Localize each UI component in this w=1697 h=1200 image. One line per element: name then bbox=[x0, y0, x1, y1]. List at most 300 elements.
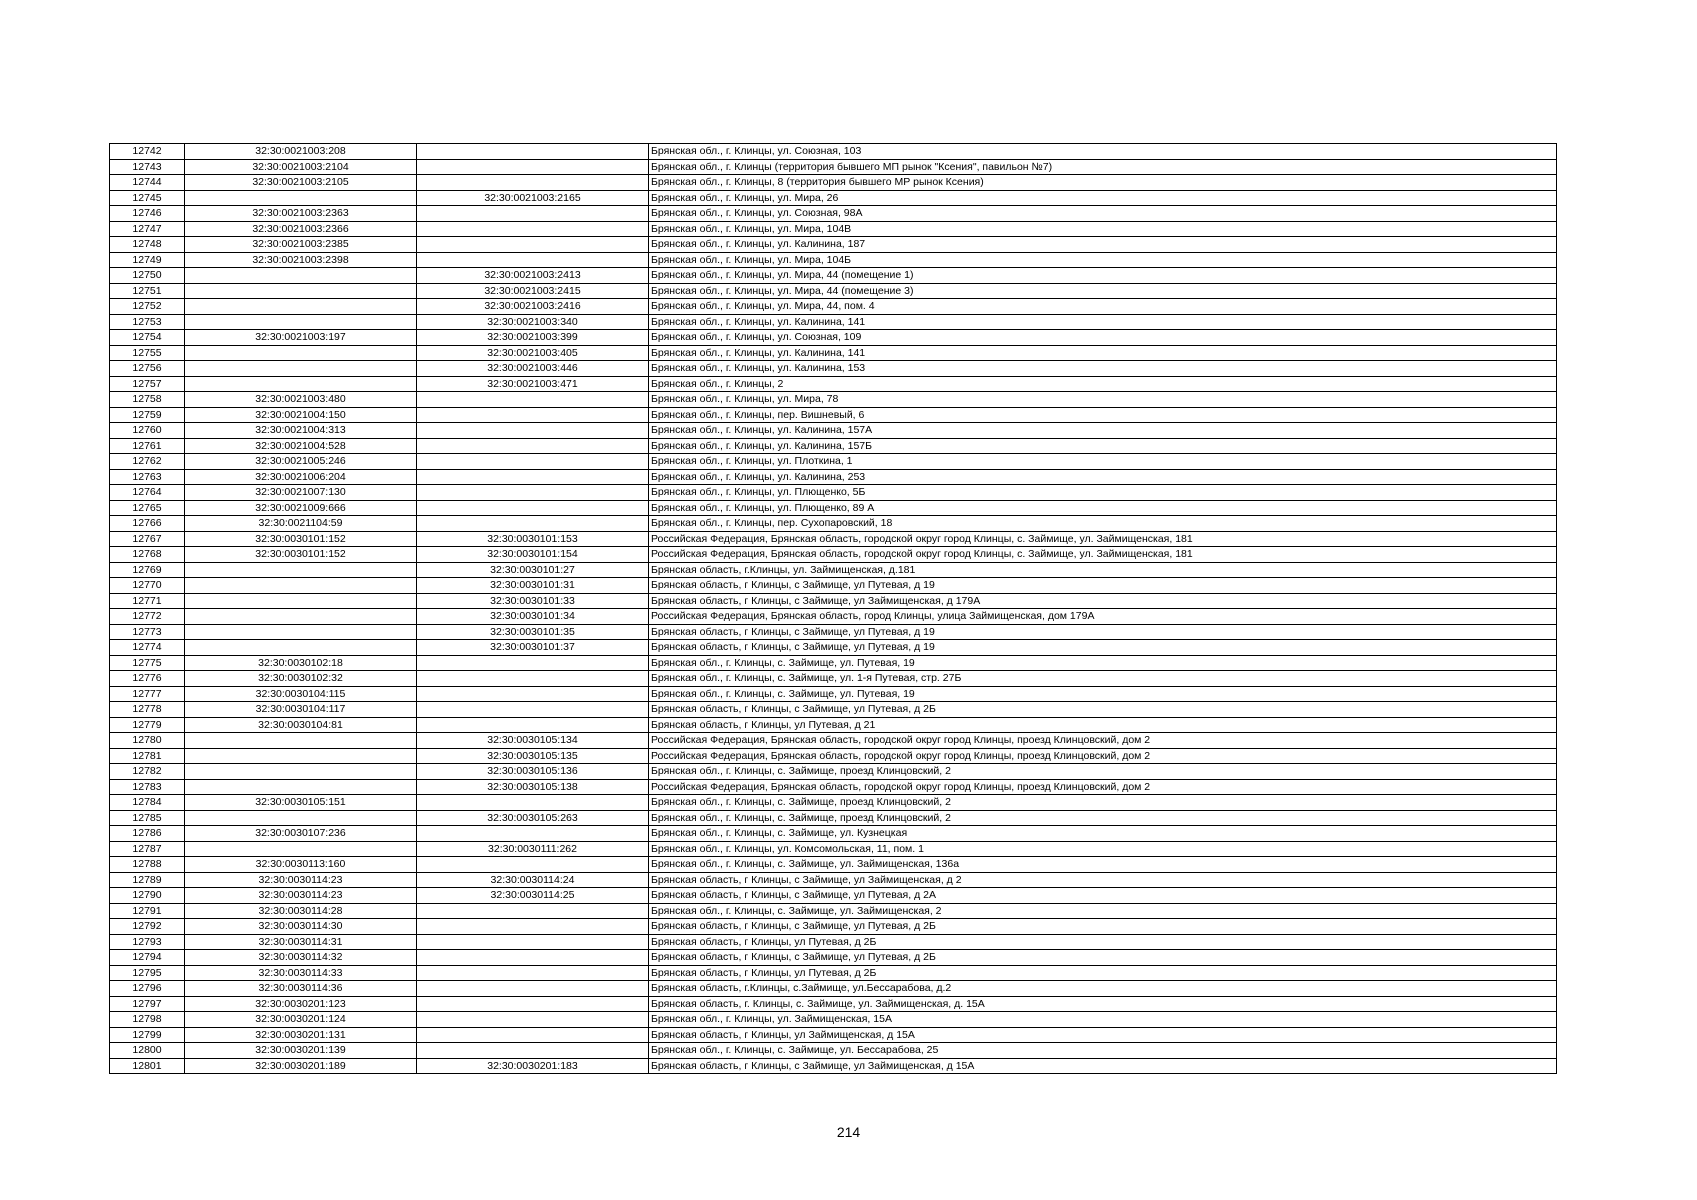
address-cell: Брянская область, г Клинцы, с Займище, ул Займищенская, д 15А bbox=[649, 1058, 1557, 1074]
table-row bbox=[110, 872, 1557, 888]
cadastral-number-cell bbox=[185, 748, 417, 764]
table-row bbox=[110, 469, 1557, 485]
cadastral-number-cell: 32:30:0021004:313 bbox=[185, 423, 417, 439]
table-row bbox=[110, 299, 1557, 315]
related-cadastral-number-cell bbox=[417, 686, 649, 702]
address-cell: Брянская обл., г. Клинцы, с. Займище, ул. Путевая, 19 bbox=[649, 655, 1557, 671]
table-row bbox=[110, 1027, 1557, 1043]
cadastral-number-cell: 32:30:0030114:32 bbox=[185, 950, 417, 966]
row-number-cell: 12776 bbox=[110, 671, 185, 687]
table-row bbox=[110, 810, 1557, 826]
cadastral-number-cell bbox=[185, 345, 417, 361]
address-cell: Брянская обл., г. Клинцы, ул. Калинина, 157А bbox=[649, 423, 1557, 439]
row-number-cell: 12757 bbox=[110, 376, 185, 392]
related-cadastral-number-cell bbox=[417, 252, 649, 268]
address-cell: Брянская обл., г. Клинцы, ул. Мира, 26 bbox=[649, 190, 1557, 206]
table-row bbox=[110, 423, 1557, 439]
address-cell: Брянская обл., г. Клинцы, ул. Мира, 78 bbox=[649, 392, 1557, 408]
table-row bbox=[110, 764, 1557, 780]
row-number-cell: 12785 bbox=[110, 810, 185, 826]
cadastral-number-cell: 32:30:0030104:81 bbox=[185, 717, 417, 733]
related-cadastral-number-cell: 32:30:0030101:37 bbox=[417, 640, 649, 656]
table-row bbox=[110, 624, 1557, 640]
row-number-cell: 12761 bbox=[110, 438, 185, 454]
table-row bbox=[110, 268, 1557, 284]
address-cell: Брянская обл., г. Клинцы (территория бывшего МП рынок "Ксения", павильон №7) bbox=[649, 159, 1557, 175]
address-cell: Брянская обл., г. Клинцы, ул. Союзная, 98А bbox=[649, 206, 1557, 222]
address-cell: Брянская область, г Клинцы, с Займище, ул Путевая, д 19 bbox=[649, 640, 1557, 656]
cadastral-number-cell bbox=[185, 640, 417, 656]
row-number-cell: 12760 bbox=[110, 423, 185, 439]
cadastral-number-cell: 32:30:0030105:151 bbox=[185, 795, 417, 811]
row-number-cell: 12793 bbox=[110, 934, 185, 950]
related-cadastral-number-cell bbox=[417, 655, 649, 671]
related-cadastral-number-cell: 32:30:0030114:24 bbox=[417, 872, 649, 888]
table-row bbox=[110, 159, 1557, 175]
related-cadastral-number-cell bbox=[417, 144, 649, 160]
table-row bbox=[110, 485, 1557, 501]
address-cell: Брянская область, г.Клинцы, с.Займище, ул.Бессарабова, д.2 bbox=[649, 981, 1557, 997]
row-number-cell: 12800 bbox=[110, 1043, 185, 1059]
related-cadastral-number-cell bbox=[417, 919, 649, 935]
cadastral-number-cell: 32:30:0030201:139 bbox=[185, 1043, 417, 1059]
cadastral-number-cell bbox=[185, 764, 417, 780]
row-number-cell: 12747 bbox=[110, 221, 185, 237]
table-row bbox=[110, 888, 1557, 904]
related-cadastral-number-cell bbox=[417, 671, 649, 687]
cadastral-number-cell: 32:30:0021004:528 bbox=[185, 438, 417, 454]
table-row bbox=[110, 578, 1557, 594]
row-number-cell: 12789 bbox=[110, 872, 185, 888]
cadastral-number-cell bbox=[185, 299, 417, 315]
row-number-cell: 12782 bbox=[110, 764, 185, 780]
address-cell: Брянская обл., г. Клинцы, ул. Мира, 104Б bbox=[649, 252, 1557, 268]
row-number-cell: 12756 bbox=[110, 361, 185, 377]
address-cell: Брянская обл., г. Клинцы, ул. Калинина, 157Б bbox=[649, 438, 1557, 454]
row-number-cell: 12745 bbox=[110, 190, 185, 206]
cadastral-number-cell bbox=[185, 779, 417, 795]
table-row bbox=[110, 531, 1557, 547]
row-number-cell: 12743 bbox=[110, 159, 185, 175]
related-cadastral-number-cell bbox=[417, 950, 649, 966]
related-cadastral-number-cell: 32:30:0030105:263 bbox=[417, 810, 649, 826]
row-number-cell: 12798 bbox=[110, 1012, 185, 1028]
row-number-cell: 12762 bbox=[110, 454, 185, 470]
table-row bbox=[110, 919, 1557, 935]
address-cell: Брянская область, г Клинцы, ул Займищенская, д 15А bbox=[649, 1027, 1557, 1043]
address-cell: Брянская обл., г. Клинцы, с. Займище, ул. 1-я Путевая, стр. 27Б bbox=[649, 671, 1557, 687]
cadastral-number-cell: 32:30:0021003:480 bbox=[185, 392, 417, 408]
table-row bbox=[110, 562, 1557, 578]
related-cadastral-number-cell bbox=[417, 159, 649, 175]
cadastral-number-cell: 32:30:0030201:124 bbox=[185, 1012, 417, 1028]
address-cell: Брянская область, г Клинцы, с Займище, ул Путевая, д 2А bbox=[649, 888, 1557, 904]
row-number-cell: 12787 bbox=[110, 841, 185, 857]
cadastral-number-cell: 32:30:0021007:130 bbox=[185, 485, 417, 501]
cadastral-number-cell: 32:30:0030114:28 bbox=[185, 903, 417, 919]
row-number-cell: 12759 bbox=[110, 407, 185, 423]
row-number-cell: 12746 bbox=[110, 206, 185, 222]
row-number-cell: 12795 bbox=[110, 965, 185, 981]
related-cadastral-number-cell bbox=[417, 795, 649, 811]
row-number-cell: 12769 bbox=[110, 562, 185, 578]
cadastral-number-cell bbox=[185, 268, 417, 284]
row-number-cell: 12764 bbox=[110, 485, 185, 501]
related-cadastral-number-cell bbox=[417, 438, 649, 454]
row-number-cell: 12799 bbox=[110, 1027, 185, 1043]
table-row bbox=[110, 779, 1557, 795]
related-cadastral-number-cell bbox=[417, 857, 649, 873]
related-cadastral-number-cell: 32:30:0030101:35 bbox=[417, 624, 649, 640]
table-row bbox=[110, 981, 1557, 997]
address-cell: Брянская обл., г. Клинцы, с. Займище, ул. Путевая, 19 bbox=[649, 686, 1557, 702]
table-row bbox=[110, 1058, 1557, 1074]
table-row bbox=[110, 206, 1557, 222]
address-cell: Брянская область, г Клинцы, с Займище, ул Путевая, д 2Б bbox=[649, 919, 1557, 935]
related-cadastral-number-cell: 32:30:0030101:27 bbox=[417, 562, 649, 578]
related-cadastral-number-cell: 32:30:0021003:2415 bbox=[417, 283, 649, 299]
address-cell: Брянская обл., г. Клинцы, с. Займище, ул. Займищенская, 136а bbox=[649, 857, 1557, 873]
address-cell: Брянская обл., г. Клинцы, ул. Калинина, 187 bbox=[649, 237, 1557, 253]
cadastral-number-cell: 32:30:0021006:204 bbox=[185, 469, 417, 485]
table-row bbox=[110, 826, 1557, 842]
cadastral-number-cell bbox=[185, 841, 417, 857]
row-number-cell: 12777 bbox=[110, 686, 185, 702]
table-row bbox=[110, 1012, 1557, 1028]
cadastral-number-cell: 32:30:0030114:23 bbox=[185, 888, 417, 904]
related-cadastral-number-cell: 32:30:0021003:405 bbox=[417, 345, 649, 361]
cadastral-number-cell: 32:30:0030104:117 bbox=[185, 702, 417, 718]
row-number-cell: 12750 bbox=[110, 268, 185, 284]
row-number-cell: 12780 bbox=[110, 733, 185, 749]
table-row bbox=[110, 671, 1557, 687]
related-cadastral-number-cell bbox=[417, 981, 649, 997]
cadastral-number-cell: 32:30:0021009:666 bbox=[185, 500, 417, 516]
table-row bbox=[110, 283, 1557, 299]
related-cadastral-number-cell: 32:30:0030114:25 bbox=[417, 888, 649, 904]
related-cadastral-number-cell: 32:30:0021003:2413 bbox=[417, 268, 649, 284]
table-row bbox=[110, 392, 1557, 408]
cadastral-number-cell: 32:30:0021104:59 bbox=[185, 516, 417, 532]
cadastral-number-cell: 32:30:0030101:152 bbox=[185, 547, 417, 563]
related-cadastral-number-cell bbox=[417, 221, 649, 237]
address-cell: Брянская область, г Клинцы, с Займище, ул Путевая, д 2Б bbox=[649, 702, 1557, 718]
address-cell: Брянская обл., г. Клинцы, ул. Плющенко, 89 А bbox=[649, 500, 1557, 516]
address-cell: Брянская область, г Клинцы, с Займище, ул Путевая, д 19 bbox=[649, 578, 1557, 594]
address-cell: Брянская область, г Клинцы, ул Путевая, д 21 bbox=[649, 717, 1557, 733]
row-number-cell: 12797 bbox=[110, 996, 185, 1012]
table-row bbox=[110, 640, 1557, 656]
address-cell: Брянская обл., г. Клинцы, ул. Плющенко, 5Б bbox=[649, 485, 1557, 501]
cadastral-number-cell: 32:30:0021005:246 bbox=[185, 454, 417, 470]
table-row bbox=[110, 175, 1557, 191]
related-cadastral-number-cell: 32:30:0021003:399 bbox=[417, 330, 649, 346]
address-cell: Брянская обл., г. Клинцы, ул. Плоткина, 1 bbox=[649, 454, 1557, 470]
cadastral-number-cell bbox=[185, 810, 417, 826]
cadastral-number-cell: 32:30:0021003:208 bbox=[185, 144, 417, 160]
row-number-cell: 12772 bbox=[110, 609, 185, 625]
table-row bbox=[110, 144, 1557, 160]
row-number-cell: 12771 bbox=[110, 593, 185, 609]
address-cell: Брянская область, г.Клинцы, ул. Займищенская, д.181 bbox=[649, 562, 1557, 578]
cadastral-number-cell: 32:30:0021004:150 bbox=[185, 407, 417, 423]
address-cell: Российская Федерация, Брянская область, городской округ город Клинцы, проезд Клинцовский, дом 2 bbox=[649, 779, 1557, 795]
table-row bbox=[110, 407, 1557, 423]
row-number-cell: 12751 bbox=[110, 283, 185, 299]
address-cell: Брянская область, г Клинцы, ул Путевая, д 2Б bbox=[649, 934, 1557, 950]
cadastral-number-cell: 32:30:0030201:123 bbox=[185, 996, 417, 1012]
address-cell: Брянская обл., г. Клинцы, ул. Комсомольская, 11, пом. 1 bbox=[649, 841, 1557, 857]
cadastral-number-cell bbox=[185, 609, 417, 625]
address-cell: Брянская обл., г. Клинцы, с. Займище, ул. Займищенская, 2 bbox=[649, 903, 1557, 919]
cadastral-number-cell: 32:30:0021003:2398 bbox=[185, 252, 417, 268]
related-cadastral-number-cell bbox=[417, 826, 649, 842]
row-number-cell: 12792 bbox=[110, 919, 185, 935]
table-row bbox=[110, 252, 1557, 268]
related-cadastral-number-cell bbox=[417, 407, 649, 423]
row-number-cell: 12770 bbox=[110, 578, 185, 594]
address-cell: Российская Федерация, Брянская область, городской округ город Клинцы, с. Займище, ул. Займищенская, 181 bbox=[649, 531, 1557, 547]
related-cadastral-number-cell bbox=[417, 237, 649, 253]
page-number: 214 bbox=[836, 1124, 861, 1140]
address-cell: Брянская область, г. Клинцы, с. Займище, ул. Займищенская, д. 15А bbox=[649, 996, 1557, 1012]
cadastral-number-cell: 32:30:0030114:36 bbox=[185, 981, 417, 997]
address-cell: Российская Федерация, Брянская область, город Клинцы, улица Займищенская, дом 179А bbox=[649, 609, 1557, 625]
related-cadastral-number-cell bbox=[417, 469, 649, 485]
table-row bbox=[110, 516, 1557, 532]
table-row bbox=[110, 934, 1557, 950]
table-row bbox=[110, 702, 1557, 718]
row-number-cell: 12766 bbox=[110, 516, 185, 532]
cadastral-number-cell: 32:30:0030114:31 bbox=[185, 934, 417, 950]
row-number-cell: 12765 bbox=[110, 500, 185, 516]
row-number-cell: 12768 bbox=[110, 547, 185, 563]
related-cadastral-number-cell bbox=[417, 516, 649, 532]
table-row bbox=[110, 1043, 1557, 1059]
cadastral-number-cell: 32:30:0021003:2104 bbox=[185, 159, 417, 175]
cadastral-number-cell: 32:30:0021003:197 bbox=[185, 330, 417, 346]
row-number-cell: 12763 bbox=[110, 469, 185, 485]
row-number-cell: 12744 bbox=[110, 175, 185, 191]
related-cadastral-number-cell: 32:30:0030201:183 bbox=[417, 1058, 649, 1074]
related-cadastral-number-cell: 32:30:0030101:31 bbox=[417, 578, 649, 594]
address-cell: Брянская обл., г. Клинцы, ул. Мира, 44 (помещение 3) bbox=[649, 283, 1557, 299]
address-cell: Брянская обл., г. Клинцы, с. Займище, проезд Клинцовский, 2 bbox=[649, 795, 1557, 811]
related-cadastral-number-cell: 32:30:0030101:34 bbox=[417, 609, 649, 625]
address-cell: Брянская обл., г. Клинцы, пер. Вишневый, 6 bbox=[649, 407, 1557, 423]
cadastral-number-cell bbox=[185, 624, 417, 640]
related-cadastral-number-cell: 32:30:0021003:471 bbox=[417, 376, 649, 392]
related-cadastral-number-cell bbox=[417, 965, 649, 981]
address-cell: Брянская область, г Клинцы, с Займище, ул Займищенская, д 2 bbox=[649, 872, 1557, 888]
address-cell: Российская Федерация, Брянская область, городской округ город Клинцы, проезд Клинцовский, дом 2 bbox=[649, 733, 1557, 749]
cadastral-number-cell: 32:30:0030114:33 bbox=[185, 965, 417, 981]
address-cell: Брянская обл., г. Клинцы, ул. Мира, 104В bbox=[649, 221, 1557, 237]
related-cadastral-number-cell bbox=[417, 454, 649, 470]
row-number-cell: 12801 bbox=[110, 1058, 185, 1074]
address-cell: Брянская обл., г. Клинцы, ул. Мира, 44 (помещение 1) bbox=[649, 268, 1557, 284]
row-number-cell: 12753 bbox=[110, 314, 185, 330]
table-row bbox=[110, 717, 1557, 733]
row-number-cell: 12796 bbox=[110, 981, 185, 997]
related-cadastral-number-cell bbox=[417, 1012, 649, 1028]
related-cadastral-number-cell: 32:30:0021003:2165 bbox=[417, 190, 649, 206]
table-row bbox=[110, 733, 1557, 749]
related-cadastral-number-cell: 32:30:0021003:446 bbox=[417, 361, 649, 377]
address-cell: Брянская обл., г. Клинцы, ул. Союзная, 103 bbox=[649, 144, 1557, 160]
address-cell: Брянская обл., г. Клинцы, ул. Калинина, 141 bbox=[649, 314, 1557, 330]
address-cell: Брянская область, г Клинцы, с Займище, ул Путевая, д 19 bbox=[649, 624, 1557, 640]
address-cell: Брянская обл., г. Клинцы, ул. Мира, 44, пом. 4 bbox=[649, 299, 1557, 315]
row-number-cell: 12754 bbox=[110, 330, 185, 346]
row-number-cell: 12794 bbox=[110, 950, 185, 966]
row-number-cell: 12781 bbox=[110, 748, 185, 764]
row-number-cell: 12786 bbox=[110, 826, 185, 842]
cadastral-number-cell: 32:30:0030201:189 bbox=[185, 1058, 417, 1074]
address-cell: Брянская обл., г. Клинцы, с. Займище, проезд Клинцовский, 2 bbox=[649, 810, 1557, 826]
related-cadastral-number-cell bbox=[417, 175, 649, 191]
related-cadastral-number-cell: 32:30:0030105:138 bbox=[417, 779, 649, 795]
table-row bbox=[110, 454, 1557, 470]
related-cadastral-number-cell bbox=[417, 996, 649, 1012]
address-cell: Брянская обл., г. Клинцы, ул. Калинина, 253 bbox=[649, 469, 1557, 485]
row-number-cell: 12775 bbox=[110, 655, 185, 671]
row-number-cell: 12783 bbox=[110, 779, 185, 795]
cadastral-number-cell: 32:30:0030114:30 bbox=[185, 919, 417, 935]
related-cadastral-number-cell bbox=[417, 206, 649, 222]
cadastral-number-cell: 32:30:0030104:115 bbox=[185, 686, 417, 702]
address-cell: Брянская область, г Клинцы, с Займище, ул Займищенская, д 179А bbox=[649, 593, 1557, 609]
related-cadastral-number-cell bbox=[417, 934, 649, 950]
table-row bbox=[110, 841, 1557, 857]
address-cell: Брянская обл., г. Клинцы, с. Займище, проезд Клинцовский, 2 bbox=[649, 764, 1557, 780]
table-row bbox=[110, 314, 1557, 330]
row-number-cell: 12788 bbox=[110, 857, 185, 873]
address-cell: Брянская обл., г. Клинцы, ул. Калинина, 153 bbox=[649, 361, 1557, 377]
table-row bbox=[110, 686, 1557, 702]
row-number-cell: 12767 bbox=[110, 531, 185, 547]
cadastral-number-cell bbox=[185, 562, 417, 578]
cadastral-number-cell bbox=[185, 593, 417, 609]
address-cell: Брянская обл., г. Клинцы, ул. Калинина, 141 bbox=[649, 345, 1557, 361]
cadastral-number-cell: 32:30:0030101:152 bbox=[185, 531, 417, 547]
address-cell: Брянская обл., г. Клинцы, ул. Союзная, 109 bbox=[649, 330, 1557, 346]
related-cadastral-number-cell: 32:30:0030101:153 bbox=[417, 531, 649, 547]
row-number-cell: 12784 bbox=[110, 795, 185, 811]
related-cadastral-number-cell bbox=[417, 1027, 649, 1043]
cadastral-number-cell bbox=[185, 283, 417, 299]
table-row bbox=[110, 965, 1557, 981]
table-row bbox=[110, 190, 1557, 206]
cadastral-number-cell bbox=[185, 361, 417, 377]
table-row bbox=[110, 237, 1557, 253]
table-row bbox=[110, 857, 1557, 873]
address-cell: Брянская обл., г. Клинцы, 8 (территория бывшего МР рынок Ксения) bbox=[649, 175, 1557, 191]
address-cell: Брянская область, г Клинцы, с Займище, ул Путевая, д 2Б bbox=[649, 950, 1557, 966]
cadastral-number-cell: 32:30:0030107:236 bbox=[185, 826, 417, 842]
cadastral-number-cell: 32:30:0021003:2385 bbox=[185, 237, 417, 253]
row-number-cell: 12773 bbox=[110, 624, 185, 640]
cadastral-number-cell bbox=[185, 578, 417, 594]
table-row bbox=[110, 593, 1557, 609]
address-cell: Российская Федерация, Брянская область, городской округ город Клинцы, с. Займище, ул. Займищенская, 181 bbox=[649, 547, 1557, 563]
cadastral-number-cell bbox=[185, 733, 417, 749]
related-cadastral-number-cell bbox=[417, 485, 649, 501]
related-cadastral-number-cell bbox=[417, 423, 649, 439]
registry-table-container bbox=[109, 143, 1556, 1074]
registry-table bbox=[109, 143, 1557, 1074]
table-row bbox=[110, 500, 1557, 516]
table-row bbox=[110, 903, 1557, 919]
cadastral-number-cell: 32:30:0030114:23 bbox=[185, 872, 417, 888]
related-cadastral-number-cell bbox=[417, 717, 649, 733]
table-row bbox=[110, 748, 1557, 764]
row-number-cell: 12758 bbox=[110, 392, 185, 408]
row-number-cell: 12742 bbox=[110, 144, 185, 160]
row-number-cell: 12755 bbox=[110, 345, 185, 361]
cadastral-number-cell: 32:30:0030102:32 bbox=[185, 671, 417, 687]
table-row bbox=[110, 996, 1557, 1012]
cadastral-number-cell: 32:30:0021003:2366 bbox=[185, 221, 417, 237]
related-cadastral-number-cell: 32:30:0030105:136 bbox=[417, 764, 649, 780]
table-row bbox=[110, 795, 1557, 811]
related-cadastral-number-cell: 32:30:0030101:33 bbox=[417, 593, 649, 609]
row-number-cell: 12778 bbox=[110, 702, 185, 718]
address-cell: Брянская обл., г. Клинцы, пер. Сухопаровский, 18 bbox=[649, 516, 1557, 532]
registry-table-body bbox=[110, 144, 1557, 1074]
row-number-cell: 12791 bbox=[110, 903, 185, 919]
cadastral-number-cell: 32:30:0030113:160 bbox=[185, 857, 417, 873]
related-cadastral-number-cell bbox=[417, 702, 649, 718]
address-cell: Брянская обл., г. Клинцы, 2 bbox=[649, 376, 1557, 392]
related-cadastral-number-cell: 32:30:0021003:2416 bbox=[417, 299, 649, 315]
row-number-cell: 12790 bbox=[110, 888, 185, 904]
table-row bbox=[110, 221, 1557, 237]
address-cell: Брянская обл., г. Клинцы, с. Займище, ул. Бессарабова, 25 bbox=[649, 1043, 1557, 1059]
cadastral-number-cell bbox=[185, 190, 417, 206]
related-cadastral-number-cell bbox=[417, 1043, 649, 1059]
table-row bbox=[110, 361, 1557, 377]
related-cadastral-number-cell: 32:30:0021003:340 bbox=[417, 314, 649, 330]
related-cadastral-number-cell: 32:30:0030101:154 bbox=[417, 547, 649, 563]
table-row bbox=[110, 950, 1557, 966]
table-row bbox=[110, 376, 1557, 392]
cadastral-number-cell: 32:30:0021003:2105 bbox=[185, 175, 417, 191]
row-number-cell: 12748 bbox=[110, 237, 185, 253]
address-cell: Брянская область, г Клинцы, ул Путевая, д 2Б bbox=[649, 965, 1557, 981]
related-cadastral-number-cell bbox=[417, 392, 649, 408]
address-cell: Российская Федерация, Брянская область, городской округ город Клинцы, проезд Клинцовский, дом 2 bbox=[649, 748, 1557, 764]
related-cadastral-number-cell bbox=[417, 903, 649, 919]
cadastral-number-cell: 32:30:0030102:18 bbox=[185, 655, 417, 671]
table-row bbox=[110, 330, 1557, 346]
table-row bbox=[110, 547, 1557, 563]
cadastral-number-cell: 32:30:0021003:2363 bbox=[185, 206, 417, 222]
row-number-cell: 12749 bbox=[110, 252, 185, 268]
related-cadastral-number-cell bbox=[417, 500, 649, 516]
cadastral-number-cell bbox=[185, 376, 417, 392]
address-cell: Брянская обл., г. Клинцы, с. Займище, ул. Кузнецкая bbox=[649, 826, 1557, 842]
cadastral-number-cell: 32:30:0030201:131 bbox=[185, 1027, 417, 1043]
table-row bbox=[110, 655, 1557, 671]
address-cell: Брянская обл., г. Клинцы, ул. Займищенская, 15А bbox=[649, 1012, 1557, 1028]
table-row bbox=[110, 609, 1557, 625]
table-row bbox=[110, 345, 1557, 361]
related-cadastral-number-cell: 32:30:0030105:135 bbox=[417, 748, 649, 764]
row-number-cell: 12774 bbox=[110, 640, 185, 656]
row-number-cell: 12752 bbox=[110, 299, 185, 315]
related-cadastral-number-cell: 32:30:0030111:262 bbox=[417, 841, 649, 857]
